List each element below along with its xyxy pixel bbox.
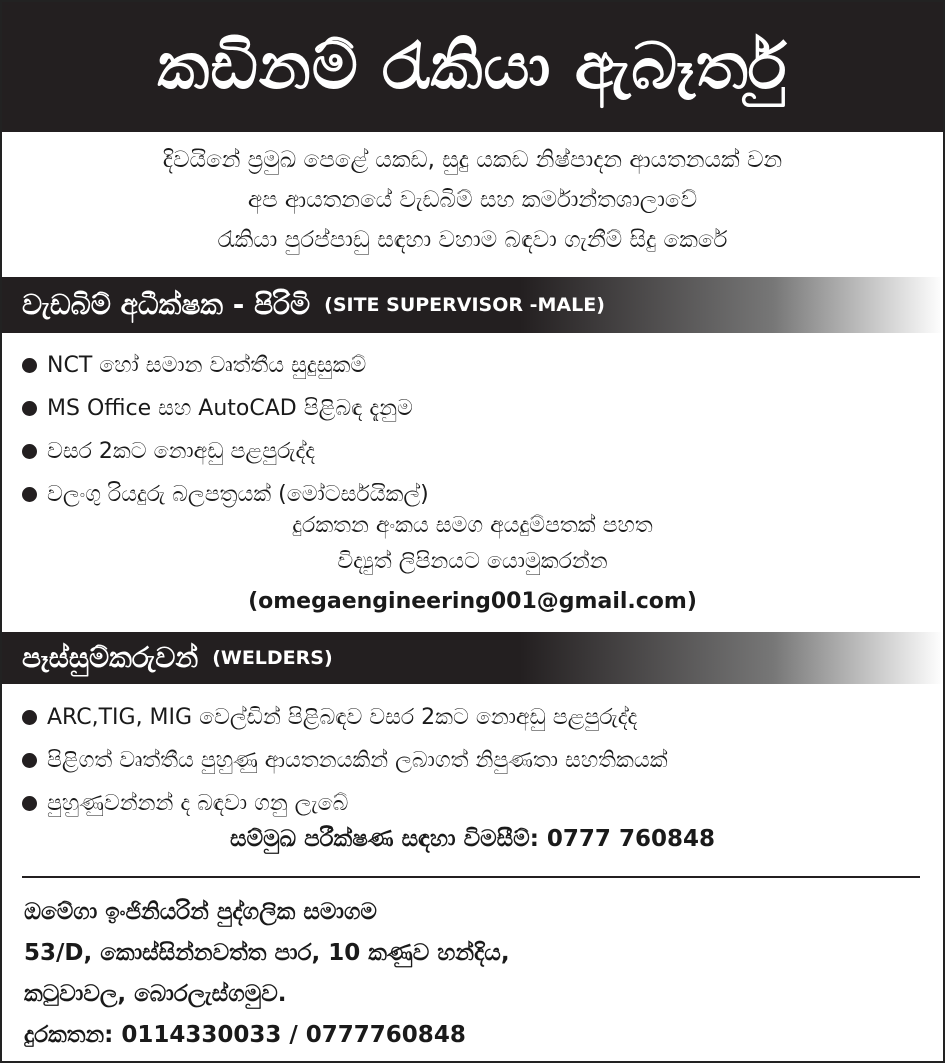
divider: [22, 876, 920, 878]
intro-line: අප ආයතනයේ වැඩබිම් සහ කර්මාන්තශාලාවේ: [247, 187, 698, 213]
bullet-icon: [22, 710, 37, 725]
list-item: [22, 739, 668, 782]
requirement-text: වලංගු රියදුරු බලපත්‍රයක් (මෝටර්සයිකල්): [47, 482, 429, 507]
ad-title-banner: [2, 2, 943, 132]
apply-line: දුරකතන අංකය සමග අයදුම්පතක් පහත: [292, 513, 653, 538]
intro-line: දිවයිනේ ප්‍රමුඛ පෙළේ යකඩ, සුදු යකඩ නිෂ්පාදන ආයතනයක් වන: [162, 147, 783, 173]
list-item: [22, 344, 429, 387]
application-instructions: [2, 508, 943, 620]
bullet-icon: [22, 753, 37, 768]
requirement-text: MS Office සහ AutoCAD පිළිබඳ දැනුම: [47, 396, 413, 421]
phone-numbers: දුරකතන: 0114330033 / 0777760848: [24, 1022, 466, 1048]
interview-phone: සම්මුඛ පරීක්ෂණ සඳහා විමසීම්: 0777 760848: [230, 826, 715, 852]
requirement-text: ARC,TIG, MIG වෙල්ඩින් පිළිබඳව වසර 2කට නොඅඩු පළපුරුද්ද: [47, 705, 638, 730]
email-address[interactable]: (omegaengineering001@gmail.com): [248, 589, 697, 614]
intro-text: [2, 140, 943, 260]
apply-line: විද්‍යුත් ලිපිනයට යොමුකරන්න: [337, 549, 608, 574]
welders-title: පෑස්සුම්කරුවන්: [22, 641, 199, 674]
address-line: 53/D, කොස්සින්නවත්ත පාර, 10 කණුව හන්දිය,: [24, 940, 510, 966]
requirement-text: පිළිගත් වෘත්තීය පුහුණු ආයතනයකින් ලබාගත් නිපුණතා සහතිකයක්: [47, 748, 668, 773]
supervisor-title-en: (SITE SUPERVISOR -MALE): [324, 294, 605, 316]
ad-title: කඩිනම් රැකියා ඇබෑර්තු: [157, 30, 788, 104]
supervisor-section-header: [2, 277, 943, 333]
company-contact: [24, 892, 510, 1056]
welders-section-header: [2, 632, 943, 684]
company-name: ඔමේගා ඉංජිනියරින් පුද්ගලික සමාගම: [24, 899, 377, 925]
requirement-text: පුහුණුවන්නන් ද බඳවා ගනු ලැබේ: [47, 791, 349, 816]
list-item: [22, 696, 668, 739]
intro-line: රැකියා පුරප්පාඩු සඳහා වහාම බඳවා ගැනීම් සිදු කෙරේ: [217, 227, 728, 253]
list-item: [22, 430, 429, 473]
bullet-icon: [22, 487, 37, 502]
bullet-icon: [22, 444, 37, 459]
welders-title-en: (WELDERS): [212, 647, 333, 669]
welders-requirements: [22, 696, 668, 825]
bullet-icon: [22, 796, 37, 811]
list-item: [22, 782, 668, 825]
list-item: [22, 387, 429, 430]
requirement-text: NCT හෝ සමාන වෘත්තීය සුදුසුකම්: [47, 353, 367, 378]
address-line: කටුවාවල, බොරලැස්ගමුව.: [24, 981, 287, 1007]
bullet-icon: [22, 401, 37, 416]
supervisor-title: වැඩබිම් අධීක්ෂක - පිරිමි: [22, 288, 311, 321]
requirement-text: වසර 2කට නොඅඩු පළපුරුද්ද: [47, 439, 316, 464]
supervisor-requirements: [22, 344, 429, 516]
bullet-icon: [22, 358, 37, 373]
